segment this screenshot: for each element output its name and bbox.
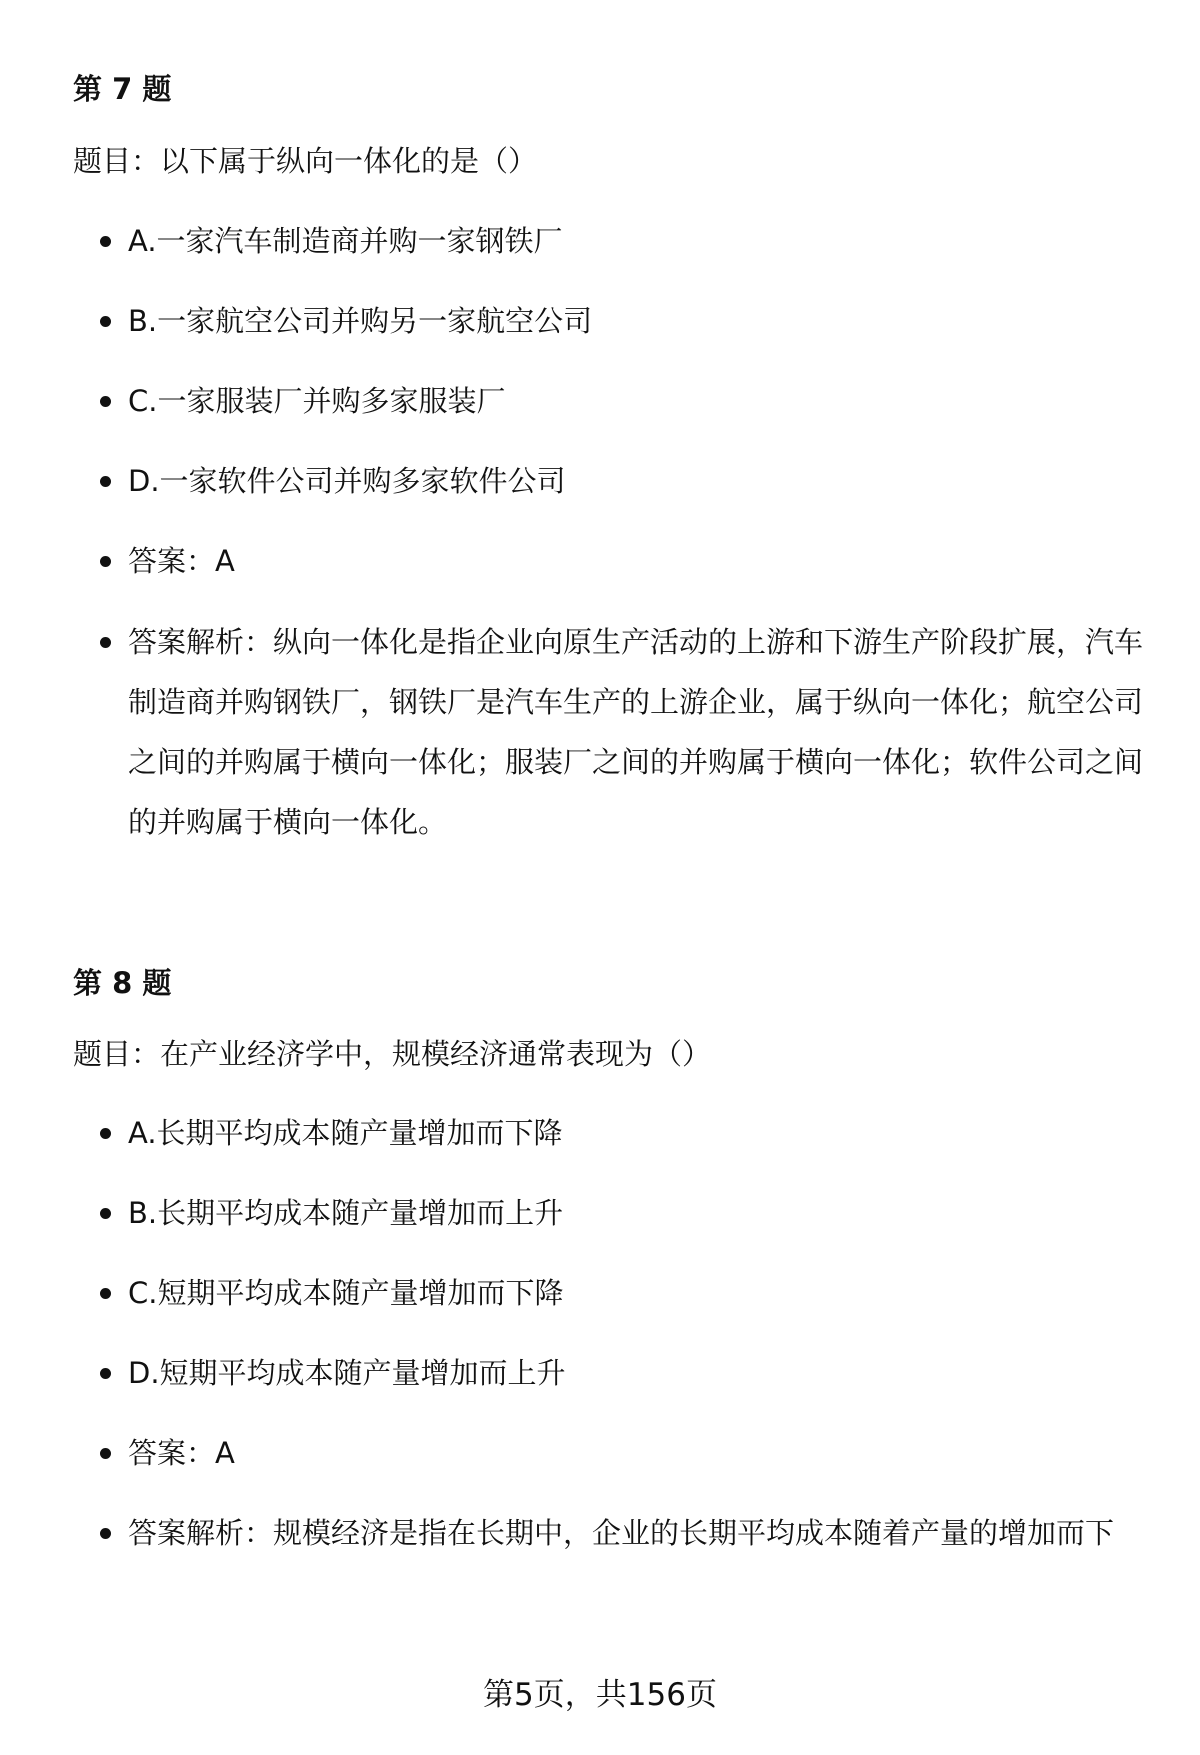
question-7-heading: 第 7 题: [73, 72, 172, 106]
answer-text: 答案：A: [128, 1436, 235, 1470]
question-7-stem: 题目：以下属于纵向一体化的是（）: [73, 144, 538, 178]
analysis-text: 答案解析：规模经济是指在长期中，企业的长期平均成本随着产量的增加而下: [128, 1516, 1115, 1550]
question-8-option-b: [128, 1183, 1143, 1243]
question-8-answer: [128, 1423, 1143, 1483]
option-text: D.短期平均成本随产量增加而上升: [128, 1356, 566, 1390]
question-7-option-a: [128, 211, 1143, 271]
question-8-heading: 第 8 题: [73, 966, 172, 1000]
question-8-option-d: [128, 1343, 1143, 1403]
option-text: A.一家汽车制造商并购一家钢铁厂: [128, 224, 563, 258]
question-7-option-c: [128, 371, 1143, 431]
option-text: B.长期平均成本随产量增加而上升: [128, 1196, 564, 1230]
question-7-analysis: [128, 612, 1143, 852]
analysis-text: 答案解析：纵向一体化是指企业向原生产活动的上游和下游生产阶段扩展，汽车制造商并购钢铁厂，钢铁厂是汽车生产的上游企业，属于纵向一体化；航空公司之间的并购属于横向一体化；服装厂之间的并购属于横向一体化；软件公司之间的并购属于横向一体化。: [128, 625, 1144, 839]
question-8-stem: 题目：在产业经济学中，规模经济通常表现为（）: [73, 1037, 712, 1071]
option-text: B.一家航空公司并购另一家航空公司: [128, 304, 593, 338]
page-number-footer: 第5页，共156页: [483, 1677, 717, 1713]
option-text: C.短期平均成本随产量增加而下降: [128, 1276, 564, 1310]
option-text: D.一家软件公司并购多家软件公司: [128, 464, 566, 498]
option-text: C.一家服装厂并购多家服装厂: [128, 384, 506, 418]
question-7-option-b: [128, 291, 1143, 351]
question-8-option-a: [128, 1103, 1143, 1163]
question-8-option-c: [128, 1263, 1143, 1323]
question-8-analysis: [128, 1503, 1143, 1563]
option-text: A.长期平均成本随产量增加而下降: [128, 1116, 563, 1150]
question-7-option-d: [128, 451, 1143, 511]
question-7-answer: [128, 531, 1143, 591]
answer-text: 答案：A: [128, 544, 235, 578]
